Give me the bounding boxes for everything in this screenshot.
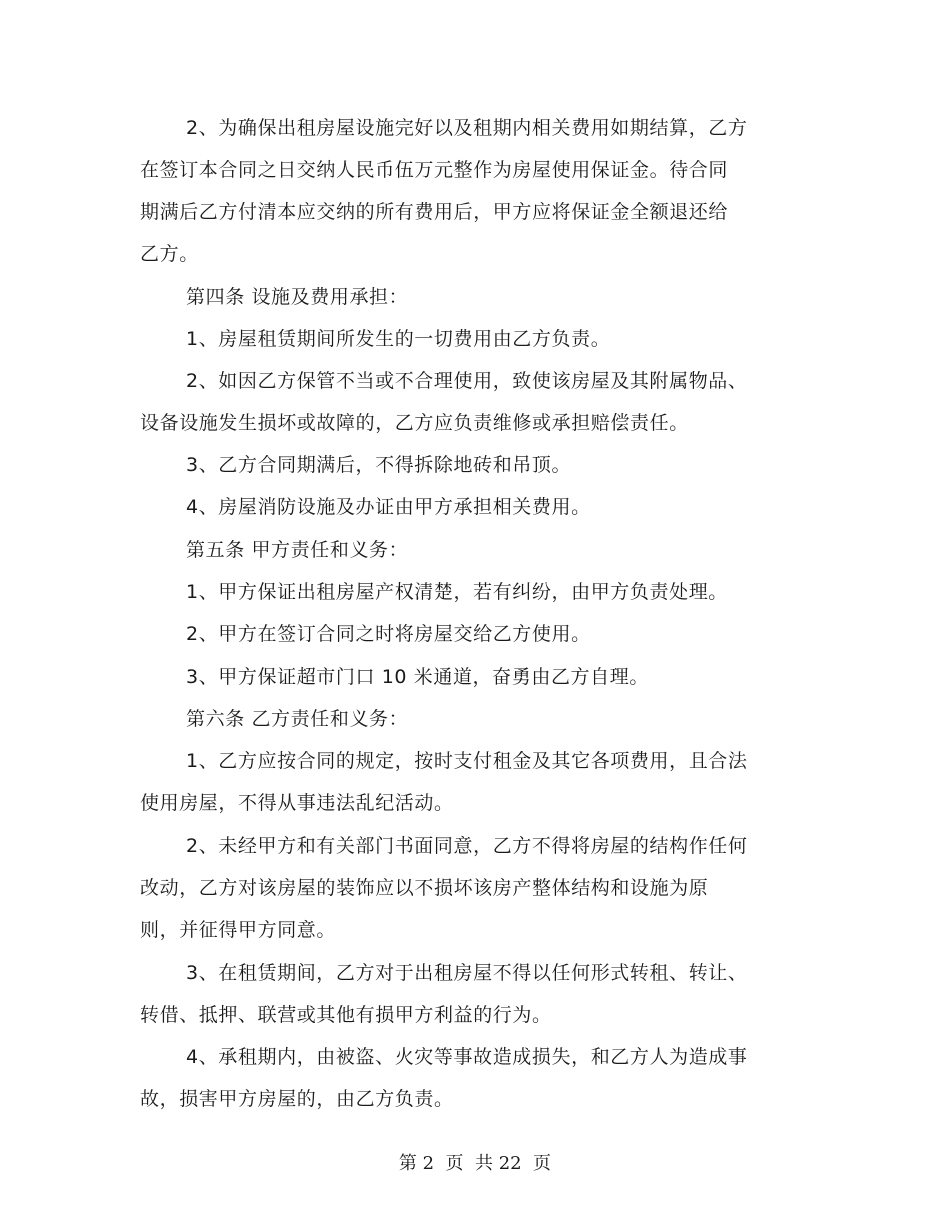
paragraph-line: 3、在租赁期间，乙方对于出租房屋不得以任何形式转租、转让、	[186, 962, 748, 984]
section-heading: 第五条 甲方责任和义务：	[186, 539, 409, 561]
paragraph-line: 3、甲方保证超市门口 10 米通道，奋勇由乙方自理。	[186, 666, 649, 688]
section-heading: 第六条 乙方责任和义务：	[186, 708, 409, 730]
page-number-footer: 第 2 页 共 22 页	[398, 1153, 552, 1174]
paragraph-line: 2、甲方在签订合同之时将房屋交给乙方使用。	[186, 623, 591, 645]
paragraph-line: 4、房屋消防设施及办证由甲方承担相关费用。	[186, 496, 591, 518]
paragraph-line: 3、乙方合同期满后，不得拆除地砖和吊顶。	[186, 454, 572, 476]
paragraph-line: 设备设施发生损坏或故障的，乙方应负责维修或承担赔偿责任。	[140, 412, 689, 434]
paragraph-line: 2、未经甲方和有关部门书面同意，乙方不得将房屋的结构作任何	[186, 835, 748, 857]
paragraph-line: 故，损害甲方房屋的，由乙方负责。	[140, 1088, 454, 1110]
paragraph-line: 1、乙方应按合同的规定，按时支付租金及其它各项费用，且合法	[186, 750, 748, 772]
paragraph-line: 使用房屋，不得从事违法乱纪活动。	[140, 792, 454, 814]
paragraph-line: 则，并征得甲方同意。	[140, 919, 337, 941]
paragraph-line: 转借、抵押、联营或其他有损甲方利益的行为。	[140, 1004, 552, 1026]
paragraph-line: 1、房屋租赁期间所发生的一切费用由乙方负责。	[186, 328, 611, 350]
paragraph-line: 乙方。	[140, 243, 199, 265]
paragraph-line: 2、为确保出租房屋设施完好以及租期内相关费用如期结算，乙方	[186, 117, 748, 139]
paragraph-line: 2、如因乙方保管不当或不合理使用，致使该房屋及其附属物品、	[186, 370, 748, 392]
paragraph-line: 4、承租期内，由被盗、火灾等事故造成损失，和乙方人为造成事	[186, 1046, 748, 1068]
section-heading: 第四条 设施及费用承担：	[186, 286, 409, 308]
paragraph-line: 期满后乙方付清本应交纳的所有费用后，甲方应将保证金全额退还给	[140, 201, 729, 223]
paragraph-line: 改动，乙方对该房屋的装饰应以不损坏该房产整体结构和设施为原	[140, 877, 709, 899]
paragraph-line: 在签订本合同之日交纳人民币伍万元整作为房屋使用保证金。待合同	[140, 159, 729, 181]
paragraph-line: 1、甲方保证出租房屋产权清楚，若有纠纷，由甲方负责处理。	[186, 581, 728, 603]
